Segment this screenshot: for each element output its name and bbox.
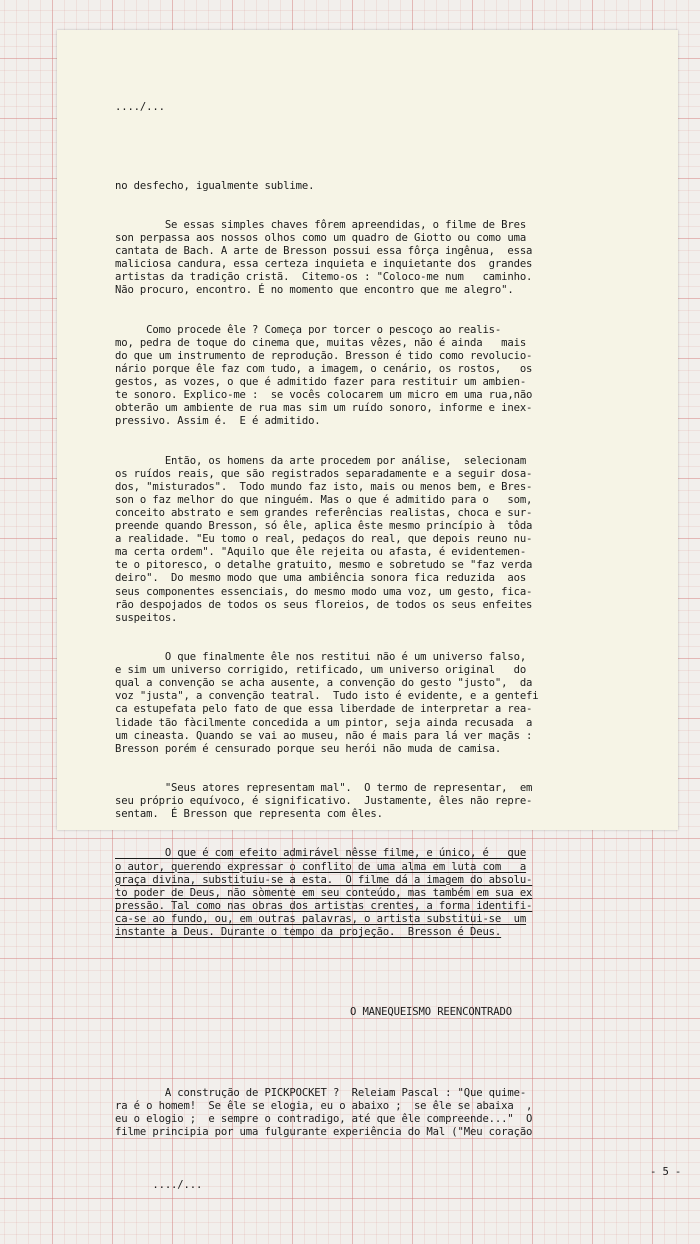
continuation-top: ..../... (115, 101, 165, 114)
paragraph-3 (115, 324, 675, 429)
paragraph-1 (115, 180, 675, 193)
text-line: to poder de Deus, não sòmente em seu conteúdo, mas também em sua ex (115, 886, 533, 899)
text-line: lidade tão fàcilmente concedida a um pintor, seja ainda recusada a (115, 716, 533, 729)
text-line: suspeitos. (115, 611, 178, 624)
text-line: pressão. Tal como nas obras dos artistas crentes, a forma identifi- (115, 899, 533, 912)
text-line: cantata de Bach. A arte de Bresson possui essa fôrça ingênua, essa (115, 245, 533, 258)
text-line: Bresson porém é censurado porque seu herói não muda de camisa. (115, 742, 502, 755)
text-line: um cineasta. Quando se vai ao museu, não é mais para lá ver maçãs : (115, 729, 533, 742)
paragraph-7-underlined (115, 847, 675, 939)
text-line: nário porque êle faz com tudo, a imagem, o cenário, os rostos, os (115, 362, 533, 375)
text-line: te o pitoresco, o detalhe gratuito, mesmo e sobretudo se "faz verda (115, 559, 533, 572)
text-line: do que um instrumento de reprodução. Bresson é tido como revolucio- (115, 349, 533, 362)
paragraph-8 (115, 1087, 675, 1139)
text-line: Não procuro, encontro. É no momento que encontro que me alegro". (115, 284, 514, 297)
paragraph-5 (115, 651, 675, 756)
text-line: qual a convenção se acha ausente, a convenção do gesto "justo", da (115, 677, 533, 690)
text-line: O que é com efeito admirável nêsse filme, e único, é que (115, 847, 527, 860)
text-line: A construção de PICKPOCKET ? Releiam Pascal : "Que quime- (115, 1086, 527, 1099)
text-line: dos, "misturados". Todo mundo faz isto, mais ou menos bem, e Bres- (115, 480, 533, 493)
text-line: instante a Deus. Durante o tempo da projeção. Bresson é Deus. (115, 926, 502, 938)
page-number: - 5 - (650, 1165, 682, 1178)
paragraph-4 (115, 455, 675, 625)
text-line: no desfecho, igualmente sublime. (115, 179, 315, 192)
text-line: rão despojados de todos os seus floreios, de todos os seus enfeites (115, 598, 533, 611)
text-line: te sonoro. Explico-me : se vocês colocarem um micro em uma rua,não (115, 389, 533, 402)
text-line: Se essas simples chaves fôrem apreendidas, o filme de Bres (115, 218, 527, 231)
text-line: os ruídos reais, que são registrados separadamente e a seguir dosa- (115, 467, 533, 480)
text-line: obterão um ambiente de rua mas sim um ruído sonoro, informe e inex- (115, 402, 533, 415)
text-line: "Seus atores representam mal". O termo de representar, em (115, 781, 533, 794)
text-line: sentam. É Bresson que representa com êles. (115, 808, 383, 821)
text-line: maliciosa candura, essa certeza inquieta e inquietante dos grandes (115, 258, 533, 271)
text-line: O que finalmente êle nos restitui não é um universo falso, (115, 651, 527, 664)
text-line: ra é o homem! Se êle se elogia, eu o abaixo ; se êle se abaixa , (115, 1100, 533, 1113)
text-line: seus componentes essenciais, do mesmo modo uma voz, um gesto, fica- (115, 585, 533, 598)
text-line: Então, os homens da arte procedem por análise, selecionam (115, 454, 527, 467)
text-line: pressivo. Assim é. E é admitido. (115, 415, 321, 428)
text-line: ca estupefata pelo fato de que essa liberdade de interpretar a rea- (115, 703, 533, 716)
text-line: preende quando Bresson, só êle, aplica êste mesmo princípio à tôda (115, 520, 533, 533)
text-line: Como procede êle ? Começa por torcer o pescoço ao realis- (115, 323, 502, 336)
text-line: mo, pedra de toque do cinema que, muitas vêzes, não é ainda mais (115, 336, 527, 349)
paragraph-2 (115, 219, 675, 298)
typed-page (57, 30, 682, 1191)
text-line: ma certa ordem". "Aquilo que êle rejeita ou afasta, é evidentemen- (115, 546, 527, 559)
text-line: eu o elogio ; e sempre o contradigo, até que êle compreende..." O (115, 1113, 533, 1126)
text-line: filme principia por uma fulgurante experiência do Mal ("Meu coração (115, 1126, 533, 1139)
text-line: deiro". Do mesmo modo que uma ambiência sonora fica reduzida aos (115, 572, 527, 585)
page-text (115, 75, 682, 1244)
text-line: a realidade. "Eu tomo o real, pedaços do real, que depois reuno nu- (115, 533, 533, 546)
continuation-bottom: ..../... (152, 1178, 203, 1191)
paragraph-6 (115, 782, 675, 821)
text-line: voz "justa", a convenção teatral. Tudo isto é evidente, e a gentefi (115, 690, 539, 703)
text-line: seu próprio equívoco, é significativo. Justamente, êles não repre- (115, 795, 533, 808)
text-line: e sim um universo corrigido, retificado, um universo original do (115, 664, 527, 677)
text-line: artistas da tradição cristã. Citemo-os : "Coloco-me num caminho. (115, 271, 533, 284)
footer-row (115, 1165, 682, 1218)
text-line: son perpassa aos nossos olhos como um quadro de Giotto ou como uma (115, 232, 527, 245)
text-line: graça divina, substituiu-se a esta. O filme dá a imagem do absolu- (115, 873, 533, 886)
text-line: son o faz melhor do que ninguém. Mas o que é admitido para o som, (115, 493, 533, 506)
section-heading: O MANEQUEISMO REENCONTRADO (350, 1006, 512, 1019)
text-line: ca-se ao fundo, ou, em outras palavras, o artista substitui-se um (115, 912, 527, 925)
text-line: o autor, querendo expressar o conflito de uma alma em luta com a (115, 860, 527, 873)
text-line: gestos, as vozes, o que é admitido fazer para restituir um ambien- (115, 376, 527, 389)
text-line: conceito abstrato e sem grandes referências realistas, choca e sur- (115, 507, 533, 519)
